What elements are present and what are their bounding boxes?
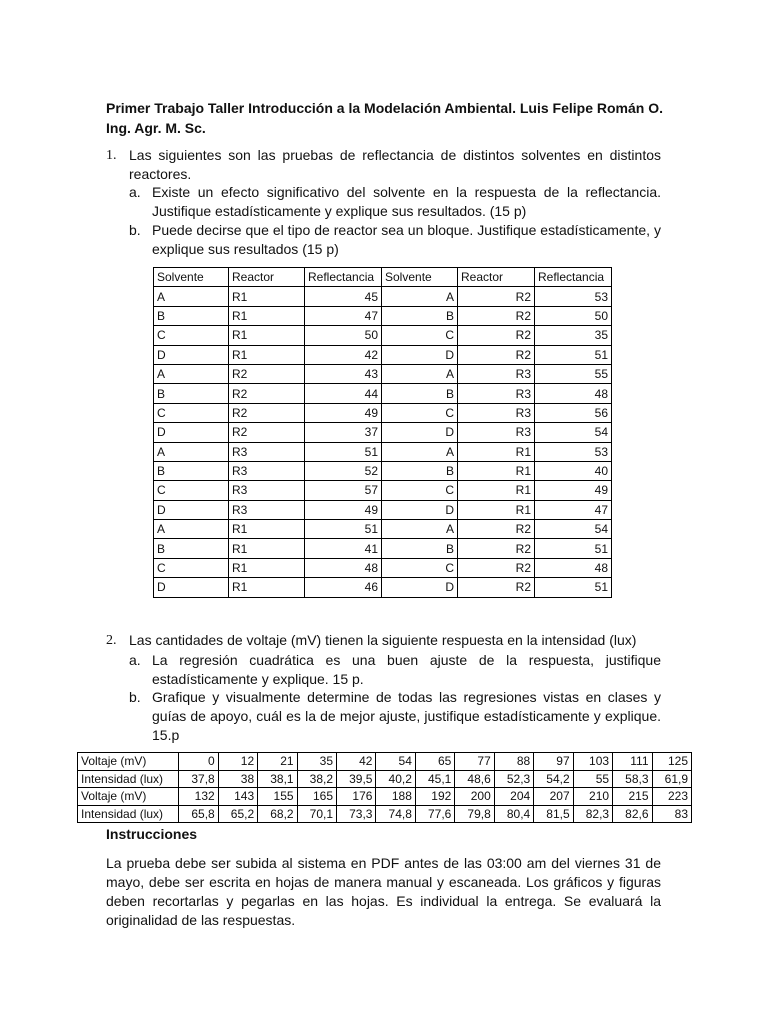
instructions-text: La prueba debe ser subida al sistema en PDF antes de las 03:00 am del viernes 31 de mayo, debe ser escrita en hojas de manera manual y escaneada. Los gráficos y figuras deben recortarlas y pegarlas en las hojas. Es individual la entrega. Se evaluará la originalidad de las respuestas. xyxy=(106,855,661,928)
table-cell: 48 xyxy=(535,558,612,577)
table-cell: 51 xyxy=(535,578,612,597)
table-cell: R1 xyxy=(458,500,535,519)
table-cell: R1 xyxy=(458,461,535,480)
table-cell: 53 xyxy=(535,287,612,306)
table-cell: 80,4 xyxy=(494,805,533,823)
q2-b-label: b. xyxy=(129,689,141,705)
table-cell: R2 xyxy=(458,558,535,577)
row-label-cell: Voltaje (mV) xyxy=(78,788,179,806)
table-cell: C xyxy=(154,326,229,345)
table-cell: D xyxy=(154,500,229,519)
table-cell: A xyxy=(382,520,458,539)
table-cell: B xyxy=(154,461,229,480)
table-cell: 83 xyxy=(652,805,691,823)
table-cell: 77 xyxy=(455,753,494,771)
q1-a-label: a. xyxy=(129,184,141,200)
table-cell: R2 xyxy=(458,326,535,345)
table-cell: 45 xyxy=(305,287,382,306)
table-cell: B xyxy=(382,384,458,403)
reflectance-table xyxy=(153,267,612,598)
table-cell: B xyxy=(382,306,458,325)
table-cell: 88 xyxy=(494,753,533,771)
table-cell: 38 xyxy=(218,770,257,788)
table-cell: C xyxy=(382,558,458,577)
table-cell: 37,8 xyxy=(179,770,218,788)
table-cell: R2 xyxy=(458,539,535,558)
table-cell: R2 xyxy=(229,423,305,442)
table-cell: 54,2 xyxy=(534,770,573,788)
table-header-cell: Reactor xyxy=(458,268,535,287)
table-cell: 46 xyxy=(305,578,382,597)
table-cell: B xyxy=(382,461,458,480)
table-cell: 81,5 xyxy=(534,805,573,823)
table-cell: 82,6 xyxy=(613,805,652,823)
table-cell: 204 xyxy=(494,788,533,806)
table-row xyxy=(154,423,612,442)
table-row xyxy=(78,805,692,823)
table-cell: 42 xyxy=(305,345,382,364)
table-cell: 79,8 xyxy=(455,805,494,823)
table-row xyxy=(154,500,612,519)
table-cell: R3 xyxy=(229,442,305,461)
q2-a-text: La regresión cuadrática es una buen ajuste de la respuesta, justifique estadísticamente y explique. 15 p. xyxy=(152,652,661,687)
table-cell: D xyxy=(382,578,458,597)
table-cell: 41 xyxy=(305,539,382,558)
table-header-cell: Reflectancia xyxy=(535,268,612,287)
row-label-cell: Intensidad (lux) xyxy=(78,770,179,788)
table-cell: 54 xyxy=(535,423,612,442)
table-cell: B xyxy=(154,539,229,558)
table-cell: 44 xyxy=(305,384,382,403)
table-cell: 97 xyxy=(534,753,573,771)
table-cell: 73,3 xyxy=(337,805,376,823)
q1-a-text: Existe un efecto significativo del solvente en la respuesta de la reflectancia. Justifique estadísticamente y explique sus resultados. (15 p) xyxy=(152,184,661,219)
row-label-cell: Voltaje (mV) xyxy=(78,753,179,771)
table-cell: 40,2 xyxy=(376,770,415,788)
table-row xyxy=(154,558,612,577)
table-cell: 38,2 xyxy=(297,770,336,788)
table-cell: D xyxy=(154,578,229,597)
table-cell: 48 xyxy=(535,384,612,403)
table-cell: 155 xyxy=(258,788,297,806)
table-row xyxy=(154,481,612,500)
table-row xyxy=(154,384,612,403)
table-cell: 0 xyxy=(179,753,218,771)
table-cell: 65,8 xyxy=(179,805,218,823)
table-cell: R3 xyxy=(458,423,535,442)
row-label-cell: Intensidad (lux) xyxy=(78,805,179,823)
table-cell: 210 xyxy=(573,788,612,806)
table-cell: 103 xyxy=(573,753,612,771)
table-cell: C xyxy=(382,326,458,345)
table-cell: R2 xyxy=(458,287,535,306)
table-cell: 42 xyxy=(337,753,376,771)
table-cell: A xyxy=(154,287,229,306)
table-header-cell: Solvente xyxy=(382,268,458,287)
table-cell: D xyxy=(154,423,229,442)
voltage-intensity-table xyxy=(77,752,692,823)
table-cell: C xyxy=(154,481,229,500)
table-cell: 52 xyxy=(305,461,382,480)
table-cell: R2 xyxy=(229,364,305,383)
table-header-cell: Reactor xyxy=(229,268,305,287)
table-cell: C xyxy=(382,403,458,422)
table-row xyxy=(154,442,612,461)
table-row xyxy=(154,461,612,480)
table-cell: 68,2 xyxy=(258,805,297,823)
table-cell: 65 xyxy=(415,753,454,771)
table-cell: R3 xyxy=(229,481,305,500)
table-row xyxy=(78,788,692,806)
table-cell: 188 xyxy=(376,788,415,806)
table-cell: 51 xyxy=(535,345,612,364)
table-cell: 70,1 xyxy=(297,805,336,823)
table-cell: R1 xyxy=(458,481,535,500)
table-cell: C xyxy=(154,558,229,577)
table-cell: 47 xyxy=(535,500,612,519)
instructions-heading: Instrucciones xyxy=(106,826,198,842)
table-cell: R2 xyxy=(458,578,535,597)
table-row xyxy=(154,539,612,558)
table-cell: R1 xyxy=(229,539,305,558)
table-cell: 207 xyxy=(534,788,573,806)
table-cell: 35 xyxy=(535,326,612,345)
table-cell: A xyxy=(382,287,458,306)
table-header-cell: Solvente xyxy=(154,268,229,287)
table-cell: R1 xyxy=(229,558,305,577)
table-header-row xyxy=(154,268,612,287)
table-cell: 77,6 xyxy=(415,805,454,823)
table-cell: 192 xyxy=(415,788,454,806)
table-cell: B xyxy=(154,384,229,403)
table-cell: R1 xyxy=(458,442,535,461)
q2-text: Las cantidades de voltaje (mV) tienen la siguiente respuesta en la intensidad (lux) xyxy=(129,632,637,648)
table-cell: 35 xyxy=(297,753,336,771)
table-cell: 58,3 xyxy=(613,770,652,788)
table-cell: 38,1 xyxy=(258,770,297,788)
table-cell: 51 xyxy=(305,520,382,539)
table-cell: A xyxy=(382,364,458,383)
table-row xyxy=(154,345,612,364)
q2-number: 2. xyxy=(106,633,117,648)
table-cell: R1 xyxy=(229,578,305,597)
table-cell: 82,3 xyxy=(573,805,612,823)
table-cell: 53 xyxy=(535,442,612,461)
table-cell: 125 xyxy=(652,753,691,771)
table-cell: A xyxy=(154,364,229,383)
table-cell: R2 xyxy=(229,403,305,422)
table-cell: B xyxy=(154,306,229,325)
table-cell: 50 xyxy=(305,326,382,345)
table-cell: 74,8 xyxy=(376,805,415,823)
table-cell: 48,6 xyxy=(455,770,494,788)
q2-b-text: Grafique y visualmente determine de todas las regresiones vistas en clases y guías de apoyo, cuál es la de mejor ajuste, justifique estadísticamente y explique. 15.p xyxy=(152,689,661,743)
table-cell: R1 xyxy=(229,520,305,539)
table-row xyxy=(154,364,612,383)
q1-b-label: b. xyxy=(129,222,141,238)
table-cell: R2 xyxy=(458,345,535,364)
table-cell: 56 xyxy=(535,403,612,422)
table-cell: 55 xyxy=(535,364,612,383)
table-cell: 40 xyxy=(535,461,612,480)
table-cell: 143 xyxy=(218,788,257,806)
table-cell: 132 xyxy=(179,788,218,806)
table-row xyxy=(154,326,612,345)
table-cell: A xyxy=(154,520,229,539)
table-cell: R3 xyxy=(458,403,535,422)
table-cell: R1 xyxy=(229,287,305,306)
table-cell: 49 xyxy=(305,500,382,519)
table-cell: R3 xyxy=(458,384,535,403)
table-row xyxy=(78,770,692,788)
table-cell: A xyxy=(382,442,458,461)
table-cell: R3 xyxy=(229,500,305,519)
table-cell: D xyxy=(154,345,229,364)
table-cell: R1 xyxy=(229,306,305,325)
table-cell: 48 xyxy=(305,558,382,577)
table-cell: 223 xyxy=(652,788,691,806)
table-row xyxy=(154,578,612,597)
table-cell: 165 xyxy=(297,788,336,806)
table-cell: R1 xyxy=(229,345,305,364)
table-cell: 45,1 xyxy=(415,770,454,788)
table-cell: A xyxy=(154,442,229,461)
table-cell: 176 xyxy=(337,788,376,806)
document-title: Primer Trabajo Taller Introducción a la Modelación Ambiental. Luis Felipe Román O. Ing. Agr. M. Sc. xyxy=(106,100,663,136)
table-cell: R3 xyxy=(458,364,535,383)
table-cell: 57 xyxy=(305,481,382,500)
table-cell: R2 xyxy=(229,384,305,403)
table-cell: 43 xyxy=(305,364,382,383)
q2-a-label: a. xyxy=(129,652,141,668)
table-cell: 52,3 xyxy=(494,770,533,788)
table-cell: 55 xyxy=(573,770,612,788)
q1-text: Las siguientes son las pruebas de reflectancia de distintos solventes en distintos reactores. xyxy=(129,147,661,182)
q1-number: 1. xyxy=(106,148,117,163)
table-cell: B xyxy=(382,539,458,558)
table-cell: R2 xyxy=(458,306,535,325)
table-cell: 49 xyxy=(305,403,382,422)
table-cell: D xyxy=(382,345,458,364)
table-header-cell: Reflectancia xyxy=(305,268,382,287)
q1-b-text: Puede decirse que el tipo de reactor sea un bloque. Justifique estadísticamente, y explique sus resultados (15 p) xyxy=(152,222,661,257)
table-cell: 39,5 xyxy=(337,770,376,788)
table-row xyxy=(154,403,612,422)
table-cell: R1 xyxy=(229,326,305,345)
table-cell: 51 xyxy=(305,442,382,461)
table-cell: D xyxy=(382,423,458,442)
table-cell: 61,9 xyxy=(652,770,691,788)
table-cell: 111 xyxy=(613,753,652,771)
table-cell: 37 xyxy=(305,423,382,442)
table-row xyxy=(154,520,612,539)
table-cell: 54 xyxy=(535,520,612,539)
table-cell: 21 xyxy=(258,753,297,771)
table-cell: R2 xyxy=(458,520,535,539)
table-cell: 47 xyxy=(305,306,382,325)
table-cell: 215 xyxy=(613,788,652,806)
table-row xyxy=(154,306,612,325)
table-cell: D xyxy=(382,500,458,519)
table-cell: C xyxy=(154,403,229,422)
table-cell: 50 xyxy=(535,306,612,325)
table-cell: 49 xyxy=(535,481,612,500)
table-cell: 200 xyxy=(455,788,494,806)
table-row xyxy=(154,287,612,306)
table-cell: C xyxy=(382,481,458,500)
table-row xyxy=(78,753,692,771)
table-cell: R3 xyxy=(229,461,305,480)
table-cell: 12 xyxy=(218,753,257,771)
table-cell: 51 xyxy=(535,539,612,558)
table-cell: 65,2 xyxy=(218,805,257,823)
table-cell: 54 xyxy=(376,753,415,771)
